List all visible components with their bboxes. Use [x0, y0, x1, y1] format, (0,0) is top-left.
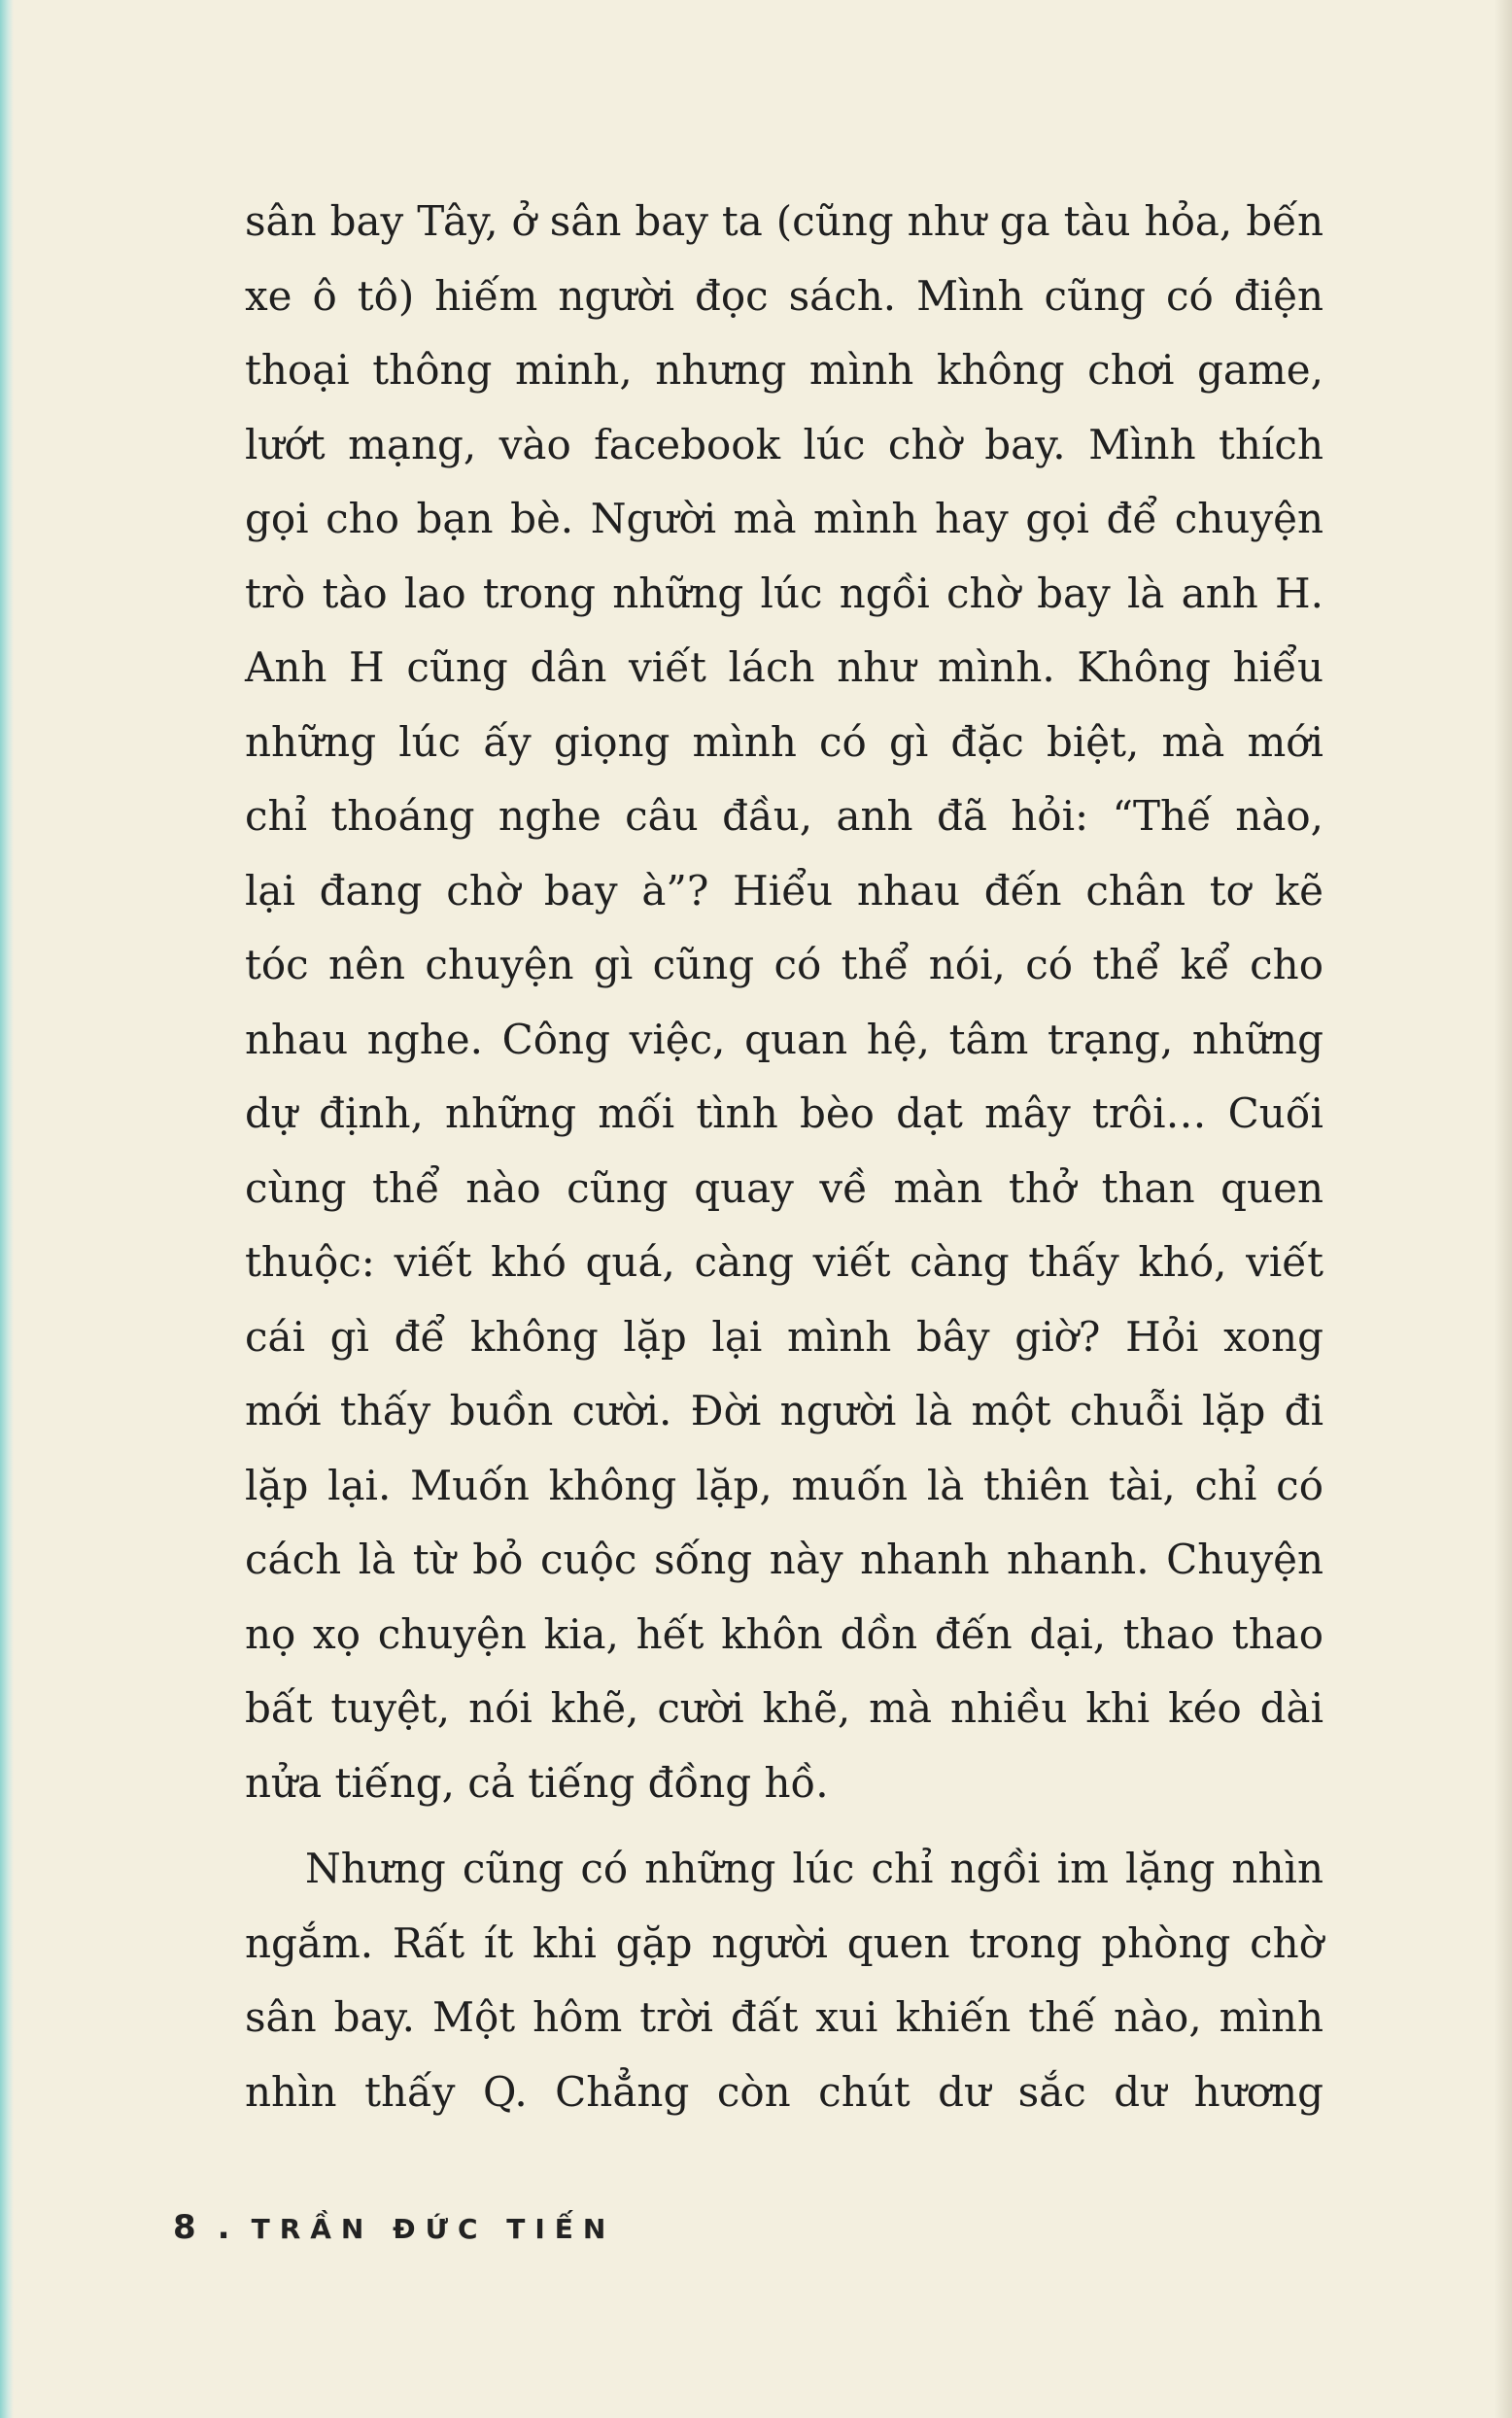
text-line: sân bay. Một hôm trời đất xui khiến thế nào, mình — [245, 1993, 1323, 2041]
text-line: bất tuyệt, nói khẽ, cười khẽ, mà nhiều khi kéo dài — [245, 1684, 1323, 1732]
text-line: thoại thông minh, nhưng mình không chơi game, — [245, 346, 1323, 394]
page-edge-right — [1495, 0, 1512, 2418]
text-line: trò tào lao trong những lúc ngồi chờ bay là anh H. — [245, 569, 1323, 617]
text-line: lặp lại. Muốn không lặp, muốn là thiên tài, chỉ có — [245, 1461, 1323, 1509]
body-text — [245, 185, 1323, 2129]
text-line: tóc nên chuyện gì cũng có thể nói, có thể kể cho — [245, 941, 1323, 988]
paragraph-gap — [245, 1820, 1323, 1832]
text-line: lướt mạng, vào facebook lúc chờ bay. Mình thích — [245, 420, 1323, 468]
text-line: nửa tiếng, cả tiếng đồng hồ. — [245, 1758, 829, 1807]
page-edge-left — [0, 0, 14, 2418]
text-line: xe ô tô) hiếm người đọc sách. Mình cũng có điện — [245, 271, 1323, 320]
page-number: 8 — [173, 2208, 204, 2247]
text-line: những lúc ấy giọng mình có gì đặc biệt, mà mới — [245, 717, 1323, 766]
text-line: ngắm. Rất ít khi gặp người quen trong phòng chờ — [245, 1918, 1323, 1967]
text-line: Anh H cũng dân viết lách như mình. Không hiểu — [245, 643, 1323, 691]
text-line: chỉ thoáng nghe câu đầu, anh đã hỏi: “Thế nào, — [245, 792, 1323, 840]
text-line: dự định, những mối tình bèo dạt mây trôi… Cuối — [245, 1089, 1323, 1137]
text-line: cùng thể nào cũng quay về màn thở than quen — [245, 1163, 1323, 1212]
text-line: gọi cho bạn bè. Người mà mình hay gọi để chuyện — [245, 495, 1323, 542]
page-footer — [173, 2208, 615, 2247]
text-line: mới thấy buồn cười. Đời người là một chuỗi lặp đi — [245, 1387, 1323, 1434]
paragraph-2 — [245, 1832, 1323, 2129]
text-line: nhìn thấy Q. Chẳng còn chút dư sắc dư hương — [245, 2067, 1323, 2116]
text-line: cái gì để không lặp lại mình bây giờ? Hỏi xong — [245, 1312, 1323, 1361]
footer-separator: . — [217, 2208, 238, 2247]
paragraph-1 — [245, 185, 1323, 1820]
text-line: nhau nghe. Công việc, quan hệ, tâm trạng, những — [245, 1015, 1323, 1063]
text-line: Nhưng cũng có những lúc chỉ ngồi im lặng nhìn — [305, 1845, 1323, 1892]
text-line: nọ xọ chuyện kia, hết khôn dồn đến dại, thao thao — [245, 1609, 1323, 1658]
text-line: thuộc: viết khó quá, càng viết càng thấy khó, viết — [245, 1238, 1323, 1286]
author-name: TRẦN ĐỨC TIẾN — [251, 2213, 616, 2245]
text-line: cách là từ bỏ cuộc sống này nhanh nhanh. Chuyện — [245, 1536, 1323, 1583]
text-line: lại đang chờ bay à”? Hiểu nhau đến chân tơ kẽ — [245, 866, 1323, 915]
text-line: sân bay Tây, ở sân bay ta (cũng như ga tàu hỏa, bến — [245, 197, 1323, 245]
